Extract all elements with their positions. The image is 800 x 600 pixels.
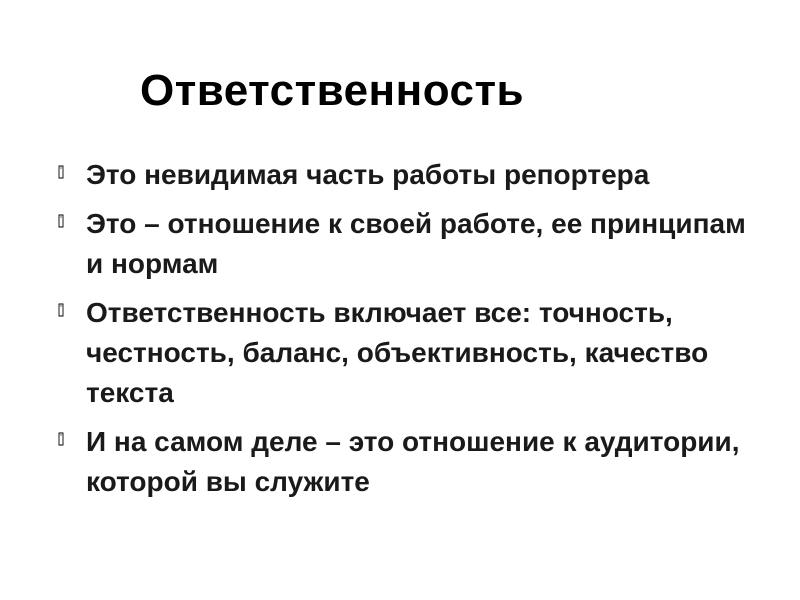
bullet-text: И на самом деле – это отношение к аудитории, которой вы служите <box>86 426 740 497</box>
bullet-marker-icon <box>58 165 64 179</box>
bullet-marker-icon <box>58 214 64 228</box>
slide-title: Ответственность <box>140 66 525 115</box>
bullet-item-1 <box>56 155 756 195</box>
bullet-item-4 <box>56 422 756 502</box>
bullet-text: Ответственность включает все: точность, честность, баланс, объективность, качество текста <box>86 297 709 408</box>
bullet-marker-icon <box>58 432 64 446</box>
bullet-list <box>56 155 756 511</box>
bullet-item-2 <box>56 204 756 284</box>
bullet-text: Это – отношение к своей работе, ее принципам и нормам <box>86 208 746 279</box>
bullet-marker-icon <box>58 303 64 317</box>
bullet-text: Это невидимая часть работы репортера <box>86 159 650 190</box>
bullet-item-3 <box>56 293 756 413</box>
